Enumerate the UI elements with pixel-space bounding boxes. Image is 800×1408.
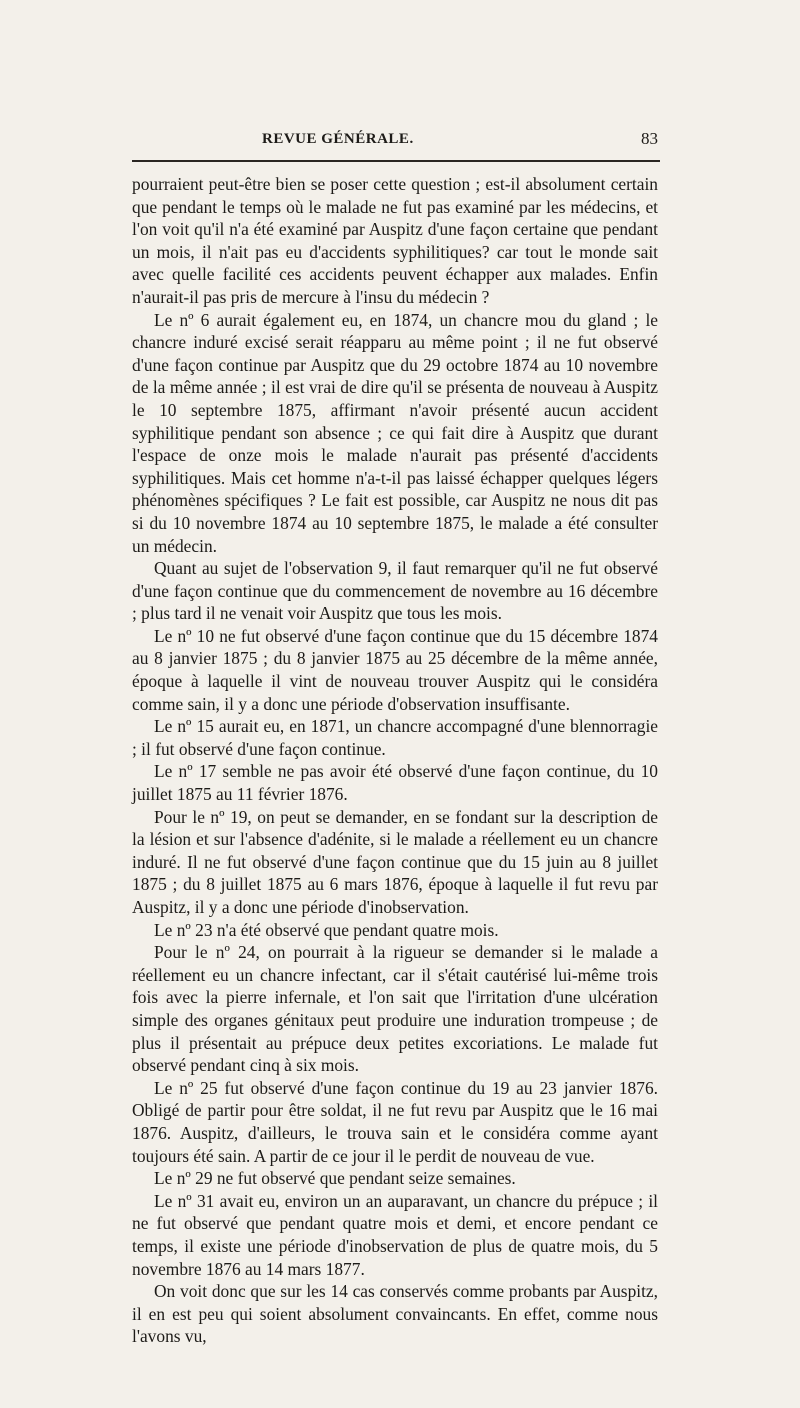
paragraph: Le nº 10 ne fut observé d'une façon continue que du 15 décembre 1874 au 8 janvier 1875 ; du 8 janvier 1875 au 25 décembre de la même année, époque à laquelle il vint de nouveau trouver Auspitz qui le considéra comme sain, il y a donc une période d'observation insuffisante. (132, 625, 658, 714)
running-header (132, 128, 660, 154)
paragraph: Le nº 25 fut observé d'une façon continue du 19 au 23 janvier 1876. Obligé de partir pour être soldat, il ne fut revu par Auspitz que le 16 mai 1876. Auspitz, d'ailleurs, le trouva sain et le considéra comme ayant toujours été sain. A partir de ce jour il le perdit de nouveau de vue. (132, 1077, 658, 1166)
header-rule (132, 160, 660, 162)
paragraph: Quant au sujet de l'observation 9, il faut remarquer qu'il ne fut observé d'une façon continue que du commencement de novembre au 16 décembre ; plus tard il ne venait voir Auspitz que tous les mois. (132, 558, 658, 624)
paragraph: Le nº 6 aurait également eu, en 1874, un chancre mou du gland ; le chancre induré excisé serait réapparu au même point ; il ne fut observé d'une façon continue par Auspitz que du 29 octobre 1874 au 10 novembre de la même année ; il est vrai de dire qu'il se présenta de nouveau à Auspitz le 10 septembre 1875, affirmant n'avoir présenté aucun accident syphilitique pendant son absence ; ce qui fait dire à Auspitz que durant l'espace de onze mois le malade n'aurait pas présenté d'accidents syphilitiques. Mais cet homme n'a-t-il pas laissé échapper quelques légers phénomènes spécifiques ? Le fait est possible, car Auspitz ne nous dit pas si du 10 novembre 1874 au 10 septembre 1875, le malade a été consulter un médecin. (132, 309, 658, 556)
body-text (132, 173, 658, 1348)
paragraph: Le nº 17 semble ne pas avoir été observé d'une façon continue, du 10 juillet 1875 au 11 février 1876. (132, 761, 658, 805)
paragraph: On voit donc que sur les 14 cas conservés comme probants par Auspitz, il en est peu qui soient absolument convaincants. En effet, comme nous l'avons vu, (132, 1281, 658, 1347)
paragraph: Le nº 29 ne fut observé que pendant seize semaines. (154, 1168, 516, 1189)
running-title: REVUE GÉNÉRALE. (262, 131, 414, 147)
paragraph: Pour le nº 24, on pourrait à la rigueur se demander si le malade a réellement eu un chancre infectant, car il s'était cautérisé lui-même trois fois avec la pierre infernale, et l'on sait que l'irritation d'une ulcération simple des organes génitaux peut produire une induration trompeuse ; de plus il présentait au prépuce deux petites excoriations. Le malade fut observé pendant cinq à six mois. (132, 942, 658, 1076)
paragraph: pourraient peut-être bien se poser cette question ; est-il absolument certain que pendant le temps où le malade ne fut pas examiné par les médecins, et l'on voit qu'il n'a été examiné par Auspitz d'une façon certaine que pendant un mois, il n'ait pas eu d'accidents syphilitiques? car tout le monde sait avec quelle facilité ces accidents peuvent échapper aux malades. Enfin n'aurait-il pas pris de mercure à l'insu du médecin ? (132, 174, 658, 307)
paragraph: Pour le nº 19, on peut se demander, en se fondant sur la description de la lésion et sur l'absence d'adénite, si le malade a réellement eu un chancre induré. Il ne fut observé d'une façon continue que du 15 juin au 8 juillet 1875 ; du 8 juillet 1875 au 6 mars 1876, époque à laquelle il fut revu par Auspitz, il y a donc une période d'inobservation. (132, 806, 658, 917)
paragraph: Le nº 23 n'a été observé que pendant quatre mois. (154, 919, 499, 940)
paragraph: Le nº 31 avait eu, environ un an auparavant, un chancre du prépuce ; il ne fut observé que pendant quatre mois et demi, et encore pendant ce temps, il existe une période d'inobservation de plus de quatre mois, du 5 novembre 1876 au 14 mars 1877. (132, 1190, 658, 1279)
paragraph: Le nº 15 aurait eu, en 1871, un chancre accompagné d'une blennorragie ; il fut observé d'une façon continue. (132, 716, 658, 759)
page-number: 83 (641, 129, 658, 148)
